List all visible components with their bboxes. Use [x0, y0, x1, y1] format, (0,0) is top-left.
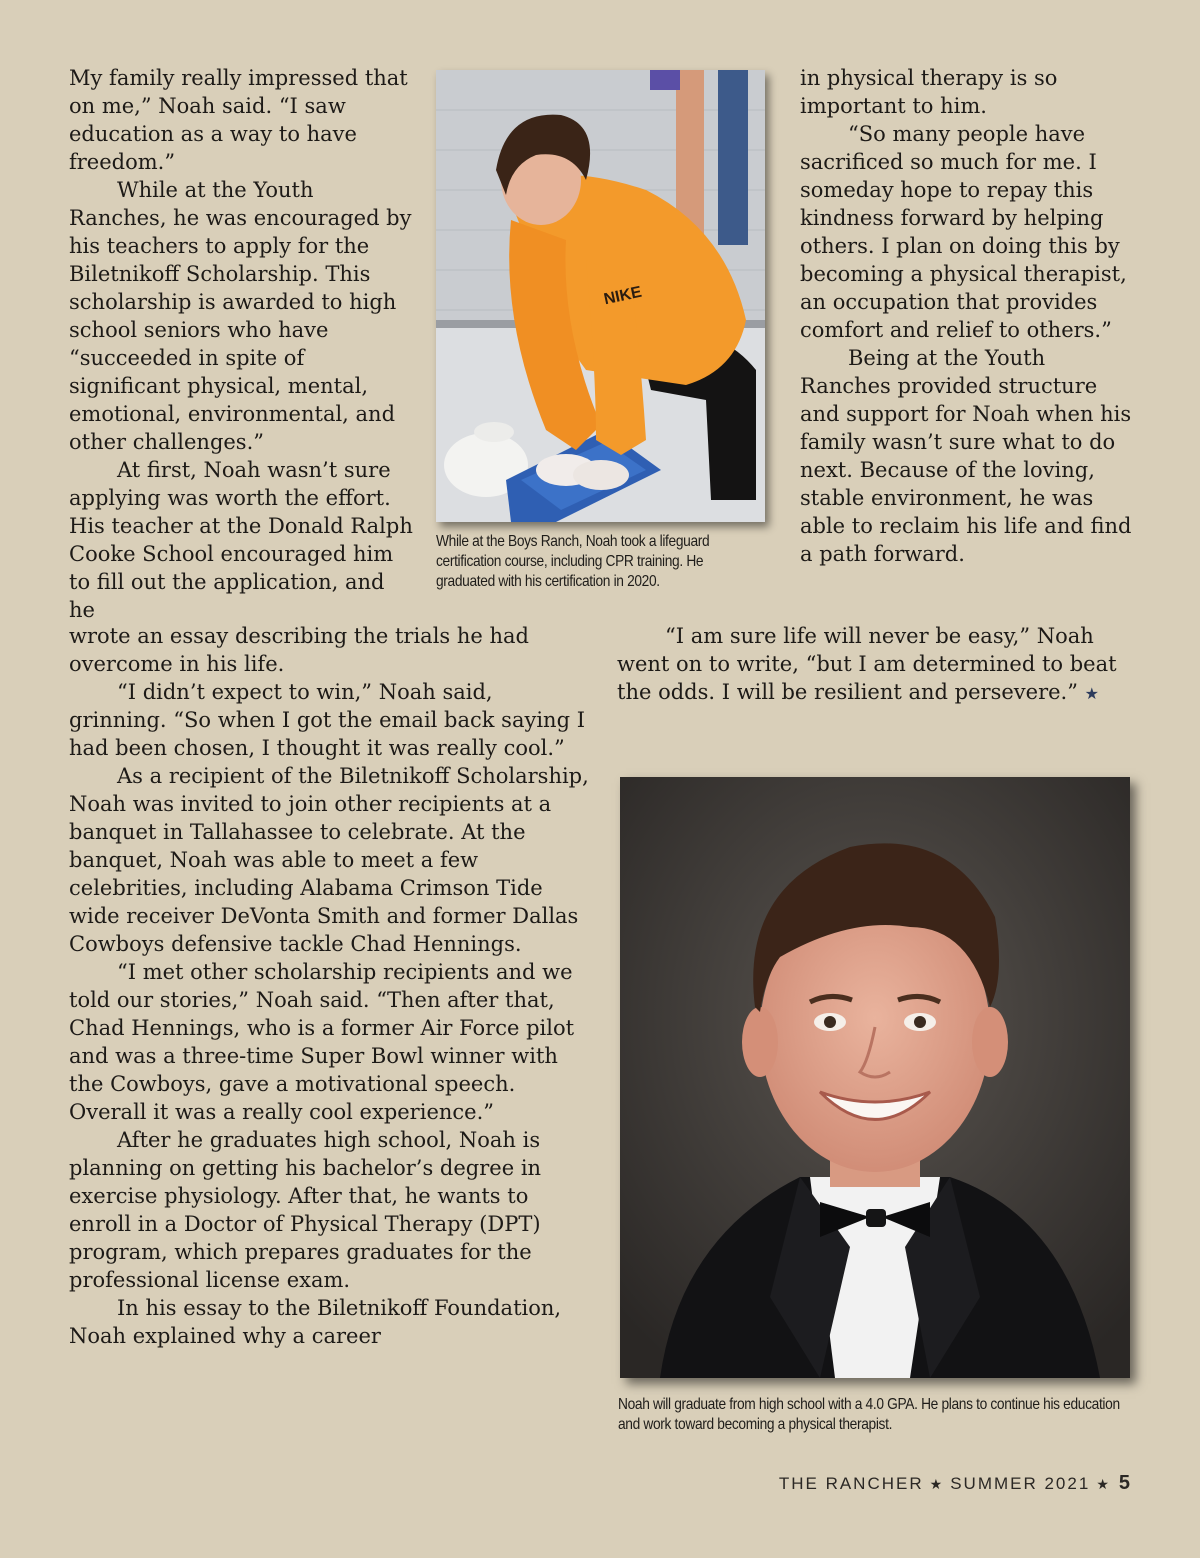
star-separator-icon: ★	[929, 1476, 945, 1492]
paragraph: My family really impressed that on me,” Noah said. “I saw education as a way to have freedom.”	[69, 66, 408, 174]
shirt-logo-text: NIKE	[602, 283, 644, 309]
article-column-1-bottom	[69, 622, 589, 1350]
article-column-3-top	[800, 64, 1135, 568]
page-number: 5	[1118, 1472, 1130, 1494]
article-closing-paragraph	[617, 622, 1137, 708]
end-star-icon: ★	[1084, 684, 1099, 703]
paragraph: wrote an essay describing the trials he had overcome in his life.	[69, 624, 529, 676]
paragraph: “So many people have sacrificed so much for me. I someday hope to repay this kindness forward by helping others. I plan on doing this by becoming a physical therapist, an occupation that provides comfort and relief to others.”	[800, 122, 1127, 342]
paragraph: In his essay to the Biletnikoff Foundation, Noah explained why a career	[69, 1296, 562, 1348]
paragraph: “I didn’t expect to win,” Noah said, grinning. “So when I got the email back saying I had been chosen, I thought it was really cool.”	[69, 680, 585, 760]
paragraph: “I met other scholarship recipients and we told our stories,” Noah said. “Then after that, Chad Hennings, who is a former Air Force pilot and was a three-time Super Bowl winner with the Cowboys, gave a motivational speech. Overall it was a really cool experience.”	[69, 960, 575, 1124]
issue-date: SUMMER 2021	[950, 1474, 1091, 1493]
paragraph: While at the Youth Ranches, he was encouraged by his teachers to apply for the Biletnikoff Scholarship. This scholarship is awarded to high school seniors who have “succeeded in spite of significant physical, mental, emotional, environmental, and other challenges.”	[69, 178, 412, 454]
closing-quote-text: “I am sure life will never be easy,” Noah went on to write, “but I am determined to beat the odds. I will be resilient and persevere.”	[617, 624, 1117, 704]
article-column-1-top	[69, 64, 414, 624]
star-separator-icon: ★	[1096, 1476, 1111, 1492]
publication-name: THE RANCHER	[778, 1474, 924, 1493]
portrait-illustration	[620, 777, 1130, 1378]
cpr-training-illustration	[436, 70, 765, 522]
paragraph: As a recipient of the Biletnikoff Scholarship, Noah was invited to join other recipients at a banquet in Tallahassee to celebrate. At the banquet, Noah was able to meet a few celebrities, including Alabama Crimson Tide wide receiver DeVonta Smith and former Dallas Cowboys defensive tackle Chad Hennings.	[69, 764, 589, 956]
paragraph: After he graduates high school, Noah is planning on getting his bachelor’s degree in exercise physiology. After that, he wants to enroll in a Doctor of Physical Therapy (DPT) program, which prepares graduates for the professional license exam.	[69, 1128, 542, 1292]
paragraph: At first, Noah wasn’t sure applying was worth the effort. His teacher at the Donald Ralph Cooke School encouraged him to fill out the application, and he	[69, 458, 413, 622]
cpr-training-photo	[436, 70, 765, 522]
paragraph: in physical therapy is so important to him.	[800, 66, 1058, 118]
page-footer	[779, 1472, 1130, 1495]
graduation-portrait-photo	[620, 777, 1130, 1378]
portrait-photo-caption: Noah will graduate from high school with a 4.0 GPA. He plans to continue his education and work toward becoming a physical therapist.	[618, 1396, 1120, 1433]
cpr-photo-caption: While at the Boys Ranch, Noah took a lifeguard certification course, including CPR training. He graduated with his certification in 2020.	[436, 533, 710, 590]
paragraph: Being at the Youth Ranches provided structure and support for Noah when his family wasn’t sure what to do next. Because of the loving, stable environment, he was able to reclaim his life and find a path forward.	[800, 346, 1132, 566]
